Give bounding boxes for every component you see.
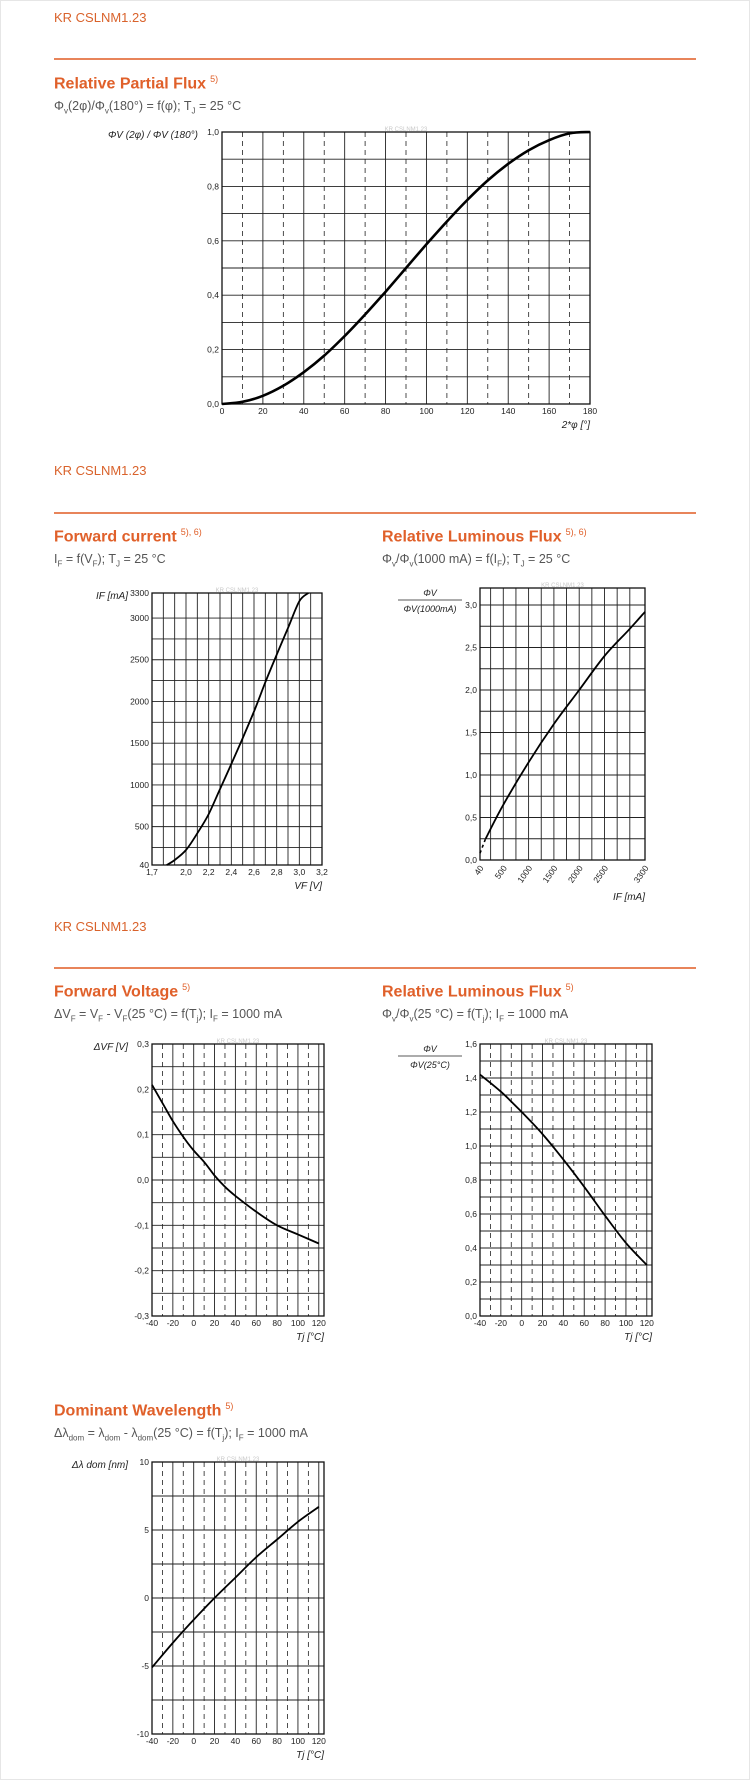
- y-tick-label: 0,8: [207, 181, 219, 192]
- x-tick-label: 2500: [591, 863, 611, 885]
- chart-forward-current: [80, 578, 340, 898]
- y-tick-label: 0,2: [465, 1277, 477, 1287]
- x-tick-label: 0: [519, 1318, 525, 1328]
- chart-title-flux-current: Relative Luminous Flux $^{5), 6)}$: [382, 527, 587, 546]
- y-tick-label: 3,0: [465, 600, 477, 610]
- y-tick-label: 1,4: [465, 1073, 477, 1083]
- watermark: KR CSLNM1.23: [215, 588, 259, 594]
- x-axis-label: IF [mA]: [612, 892, 645, 903]
- chart-formula-partial: $\Phi_v(2\varphi)/\Phi_v(180^\circ) = f(\varphi)$; $T_J = 25$ °C: [54, 99, 242, 116]
- y-tick-label: 2500: [130, 654, 149, 665]
- x-tick-label: 20: [258, 406, 268, 416]
- series-line: [167, 593, 309, 865]
- x-tick-label: -40: [145, 1318, 159, 1328]
- y-tick-label: 0,0: [137, 1175, 149, 1185]
- y-tick-label: 0,3: [137, 1039, 149, 1049]
- chart-title-dominant-wavelength: Dominant Wavelength $^{5)}$: [54, 1401, 234, 1420]
- x-tick-label: 2000: [565, 863, 585, 885]
- y-tick-label: 0,2: [137, 1084, 149, 1095]
- chart-relative-partial-flux: [107, 122, 660, 442]
- watermark: KR CSLNM1.23: [384, 127, 428, 133]
- y-tick-label: 0,6: [465, 1209, 477, 1219]
- chart-forward-voltage: [80, 1034, 340, 1354]
- x-tick-label: 80: [272, 1736, 282, 1746]
- y-tick-label: 3300: [130, 588, 149, 598]
- y-tick-label: -0,3: [134, 1311, 149, 1321]
- y-tick-label: 0,2: [207, 344, 219, 355]
- x-tick-label: -40: [473, 1318, 487, 1328]
- plot-frame: [480, 588, 645, 860]
- y-tick-label: -5: [141, 1661, 149, 1671]
- x-tick-label: 100: [290, 1736, 306, 1746]
- x-tick-label: 40: [558, 1318, 569, 1328]
- y-tick-label: 1,5: [465, 727, 477, 738]
- x-tick-label: 60: [579, 1318, 589, 1328]
- x-tick-label: 1500: [540, 863, 560, 885]
- x-tick-label: 2,0: [180, 867, 192, 877]
- y-tick-label: 0,8: [465, 1175, 477, 1185]
- y-tick-label: 0: [144, 1593, 149, 1603]
- y-tick-label: 2,0: [465, 685, 477, 695]
- chart-formula-forward-current: $I_F = f(V_F)$; $T_J = 25$ °C: [54, 552, 166, 569]
- y-tick-label: -0,1: [134, 1220, 149, 1231]
- chart-formula-flux-temp: $\Phi_v/\Phi_v(25$ $^\circ C) = f(T_j)$; $I_F = 1000$ mA: [382, 1007, 569, 1024]
- section-divider: [54, 512, 696, 514]
- y-axis-label: Δλ dom [nm]: [71, 1460, 128, 1471]
- y-tick-label: 0,6: [207, 235, 219, 246]
- series-line-extrapolated: [480, 839, 486, 853]
- x-tick-label: -20: [166, 1736, 179, 1746]
- x-tick-label: 120: [460, 406, 475, 416]
- y-tick-label: -10: [136, 1729, 149, 1739]
- x-tick-label: 40: [230, 1736, 241, 1746]
- y-tick-label: 0,5: [465, 812, 477, 823]
- x-tick-label: 60: [251, 1318, 261, 1328]
- y-axis-label-numerator: ΦV: [423, 588, 437, 598]
- chart-formula-dominant-wavelength: $\Delta\lambda_{dom} = \lambda_{dom} - \lambda_{dom}(25$ $^\circ C) = f(T_j)$; $I_F = 1000$ mA: [54, 1426, 308, 1443]
- chart-title-forward-current: Forward current $^{5), 6)}$: [54, 527, 202, 546]
- y-tick-label: 0,4: [207, 290, 219, 301]
- product-code: KR CSLNM1.23: [54, 10, 147, 25]
- x-tick-label: 500: [492, 863, 509, 881]
- x-axis-label: Tj [°C]: [296, 1332, 324, 1343]
- x-tick-label: 3,2: [316, 867, 328, 877]
- x-tick-label: 2,8: [270, 867, 283, 877]
- chart-relative-luminous-flux-current: [385, 578, 665, 903]
- x-tick-label: 180: [582, 406, 598, 416]
- y-tick-label: 1,6: [465, 1039, 477, 1049]
- y-axis-label-denominator: ΦV(1000mA): [403, 604, 457, 614]
- x-tick-label: 40: [230, 1318, 241, 1328]
- y-tick-label: 3000: [130, 613, 149, 624]
- x-tick-label: -20: [494, 1318, 507, 1328]
- x-axis-label: 2*φ [°]: [561, 420, 590, 431]
- x-tick-label: 40: [472, 863, 486, 877]
- y-axis-label: ΔVF [V]: [93, 1042, 128, 1053]
- y-tick-label: 0,4: [465, 1243, 477, 1253]
- y-tick-label: 0,1: [137, 1129, 149, 1140]
- y-tick-label: 1,0: [465, 770, 477, 780]
- y-tick-label: 40: [139, 860, 149, 870]
- x-tick-label: 60: [251, 1736, 261, 1746]
- watermark: KR CSLNM1.23: [216, 1457, 260, 1463]
- chart-title-flux-temp: Relative Luminous Flux $^{5)}$: [382, 982, 574, 1001]
- x-tick-label: -40: [145, 1736, 159, 1746]
- x-axis-label: VF [V]: [294, 881, 322, 892]
- x-tick-label: 60: [339, 406, 350, 416]
- x-tick-label: 120: [311, 1736, 326, 1746]
- y-axis-label-denominator: ΦV(25°C): [410, 1060, 450, 1070]
- y-tick-label: 1000: [130, 779, 149, 790]
- x-tick-label: 120: [311, 1318, 326, 1328]
- x-tick-label: 1000: [515, 863, 535, 885]
- y-tick-label: 2,5: [465, 642, 477, 653]
- y-tick-label: 1,2: [465, 1107, 477, 1117]
- x-tick-label: 140: [501, 406, 516, 416]
- watermark: KR CSLNM1.23: [216, 1039, 260, 1045]
- section-divider: [54, 967, 696, 969]
- x-tick-label: 3,0: [293, 867, 306, 877]
- x-tick-label: 80: [380, 406, 391, 416]
- y-axis-label: ΦV (2φ) / ΦV (180°): [107, 130, 198, 141]
- chart-dominant-wavelength: [71, 1452, 340, 1772]
- chart-formula-forward-voltage: $\Delta V_F = V_F - V_F(25$ $^\circ C) = f(T_j)$; $I_F = 1000$ mA: [54, 1007, 283, 1024]
- x-tick-label: 2,6: [248, 867, 260, 877]
- x-tick-label: 100: [290, 1318, 306, 1328]
- x-tick-label: 80: [600, 1318, 610, 1328]
- x-tick-label: 20: [209, 1736, 220, 1746]
- x-axis-label: Tj [°C]: [624, 1332, 652, 1343]
- x-tick-label: -20: [166, 1318, 179, 1328]
- chart-formula-flux-current: $\Phi_v/\Phi_v(1000$ $mA) = f(I_F)$; $T_J = 25$ °C: [382, 552, 571, 569]
- x-tick-label: 2,2: [202, 867, 215, 877]
- y-tick-label: 2000: [130, 696, 149, 707]
- y-tick-label: 1,0: [207, 127, 219, 137]
- x-tick-label: 0: [191, 1318, 197, 1328]
- y-tick-label: 0,0: [465, 855, 477, 865]
- x-tick-label: 20: [537, 1318, 548, 1328]
- x-tick-label: 1,7: [146, 867, 158, 877]
- x-tick-label: 120: [639, 1318, 654, 1328]
- y-tick-label: -0,2: [134, 1265, 149, 1276]
- x-tick-label: 40: [299, 406, 309, 416]
- y-tick-label: 5: [144, 1525, 149, 1535]
- x-tick-label: 0: [219, 406, 225, 416]
- y-tick-label: 1500: [130, 738, 149, 749]
- watermark: KR CSLNM1.23: [541, 583, 584, 589]
- y-axis-label: IF [mA]: [95, 591, 128, 602]
- product-code: KR CSLNM1.23: [54, 919, 147, 934]
- chart-title-partial: Relative Partial Flux $^{5)}$: [54, 74, 219, 93]
- y-tick-label: 0,0: [207, 399, 219, 409]
- x-tick-label: 0: [191, 1736, 197, 1746]
- y-tick-label: 500: [134, 821, 149, 832]
- x-tick-label: 160: [542, 406, 557, 416]
- y-tick-label: 1,0: [465, 1141, 477, 1151]
- chart-relative-luminous-flux-temp: [385, 1034, 665, 1354]
- y-axis-label-numerator: ΦV: [423, 1044, 437, 1054]
- plot-frame: [152, 593, 322, 865]
- x-axis-label: Tj [°C]: [296, 1750, 324, 1761]
- y-tick-label: 0,0: [465, 1311, 477, 1321]
- x-tick-label: 100: [419, 406, 434, 416]
- section-divider: [54, 58, 696, 60]
- x-tick-label: 20: [209, 1318, 220, 1328]
- x-tick-label: 100: [618, 1318, 634, 1328]
- watermark: KR CSLNM1.23: [544, 1039, 588, 1045]
- x-tick-label: 2,4: [225, 867, 238, 877]
- product-code: KR CSLNM1.23: [54, 463, 147, 478]
- series-line: [486, 612, 645, 839]
- chart-title-forward-voltage: Forward Voltage $^{5)}$: [54, 982, 191, 1001]
- x-tick-label: 3300: [631, 863, 651, 885]
- x-tick-label: 80: [272, 1318, 282, 1328]
- y-tick-label: 10: [139, 1457, 149, 1467]
